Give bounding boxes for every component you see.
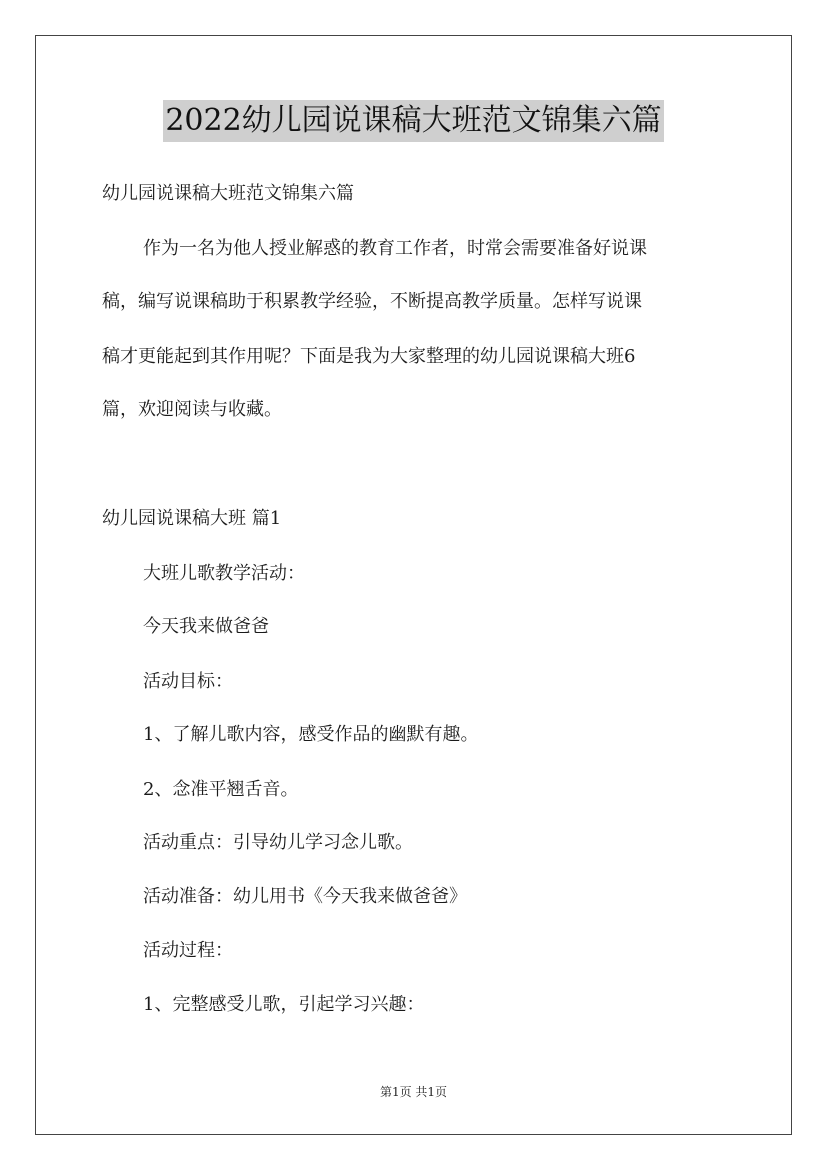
body-line: 大班儿歌教学活动： (143, 563, 305, 584)
body-line: 活动重点：引导幼儿学习念儿歌。 (143, 832, 413, 853)
page-footer: 第1页 共1页 (379, 1085, 448, 1099)
body-line: 活动准备：幼儿用书《今天我来做爸爸》 (143, 886, 467, 907)
body-line: 1、了解儿歌内容，感受作品的幽默有趣。 (143, 724, 479, 745)
body-line: 活动过程： (143, 940, 233, 961)
body-line: 今天我来做爸爸 (143, 616, 269, 637)
document-subtitle: 幼儿园说课稿大班范文锦集六篇 (102, 183, 354, 204)
intro-line: 作为一名为他人授业解惑的教育工作者，时常会需要准备好说课 (143, 238, 647, 259)
intro-line: 篇，欢迎阅读与收藏。 (102, 399, 282, 420)
body-line: 2、念准平翘舌音。 (143, 779, 299, 800)
body-line: 1、完整感受儿歌，引起学习兴趣： (143, 994, 425, 1015)
section-heading: 幼儿园说课稿大班 篇1 (102, 508, 282, 529)
title-wrap (0, 100, 827, 142)
intro-line: 稿才更能起到其作用呢？下面是我为大家整理的幼儿园说课稿大班6 (102, 346, 636, 367)
intro-line: 稿，编写说课稿助于积累教学经验，不断提高教学质量。怎样写说课 (102, 291, 642, 312)
body-line: 活动目标： (143, 671, 233, 692)
document-title: 2022幼儿园说课稿大班范文锦集六篇 (163, 100, 663, 142)
